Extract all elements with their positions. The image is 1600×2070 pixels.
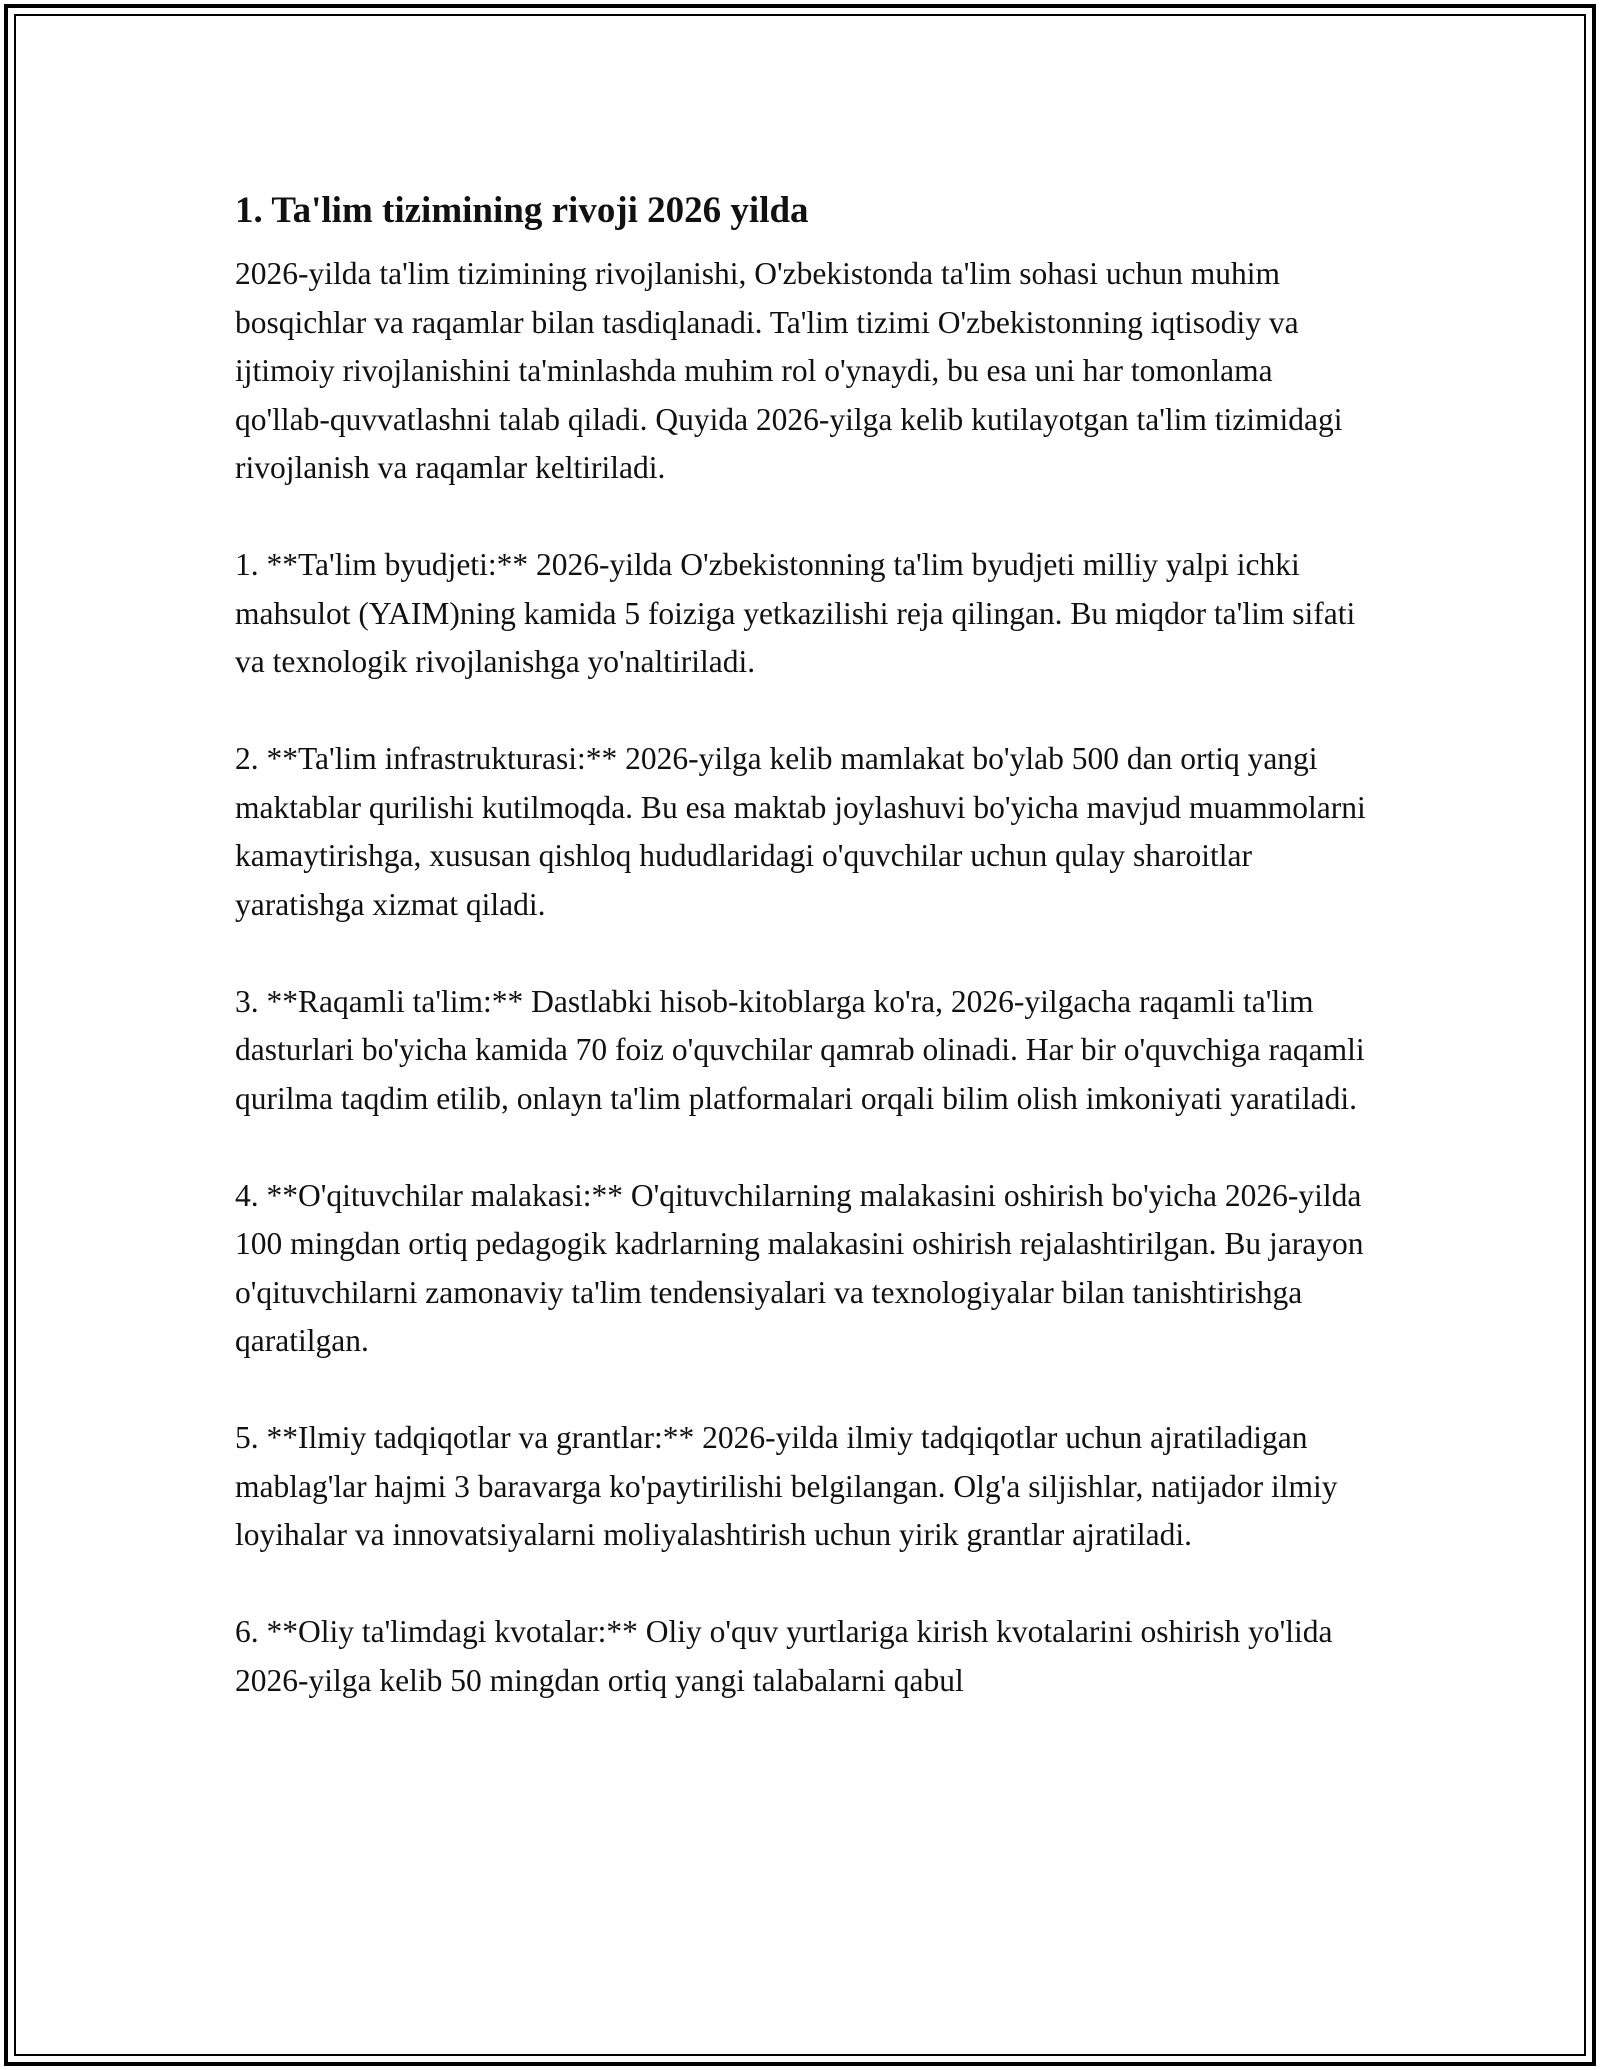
item-higher-education-quotas: 6. **Oliy ta'limdagi kvotalar:** Oliy o'quv yurtlariga kirish kvotalarini oshirish yo'lida 2026-yilga kelib 50 mingdan ortiq yangi talabalarni qabul bbox=[235, 1614, 1333, 1698]
intro-paragraph: 2026-yilda ta'lim tizimining rivojlanishi, O'zbekistonda ta'lim sohasi uchun muhim bosqichlar va raqamlar bilan tasdiqlanadi. Ta'lim tizimi O'zbekistonning iqtisodiy va ijtimoiy rivojlanishini ta'minlashda muhim rol o'ynaydi, bu esa uni har tomonlama qo'llab-quvvatlashni talab qiladi. Quyida 2026-yilga kelib kutilayotgan ta'lim tizimidagi rivojlanish va raqamlar keltiriladi. bbox=[235, 256, 1343, 485]
item-education-infrastructure: 2. **Ta'lim infrastrukturasi:** 2026-yilga kelib mamlakat bo'ylab 500 dan ortiq yangi maktablar qurilishi kutilmoqda. Bu esa maktab joylashuvi bo'yicha mavjud muammolarni kamaytirishga, xususan qishloq hududlaridagi o'quvchilar uchun qulay sharoitlar yaratishga xizmat qiladi. bbox=[235, 741, 1366, 922]
item-research-grants: 5. **Ilmiy tadqiqotlar va grantlar:** 2026-yilda ilmiy tadqiqotlar uchun ajratiladigan mablag'lar hajmi 3 baravarga ko'paytirilishi belgilangan. Olg'a siljishlar, natijador ilmiy loyihalar va innovatsiyalarni moliyalashtirish uchun yirik grantlar ajratiladi. bbox=[235, 1420, 1338, 1552]
item-education-budget: 1. **Ta'lim byudjeti:** 2026-yilda O'zbekistonning ta'lim byudjeti milliy yalpi ichki mahsulot (YAIM)ning kamida 5 foiziga yetkazilishi reja qilingan. Bu miqdor ta'lim sifati va texnologik rivojlanishga yo'naltiriladi. bbox=[235, 547, 1356, 679]
document-body bbox=[235, 186, 1375, 1754]
item-digital-education: 3. **Raqamli ta'lim:** Dastlabki hisob-kitoblarga ko'ra, 2026-yilgacha raqamli ta'lim dasturlari bo'yicha kamida 70 foiz o'quvchilar qamrab olinadi. Har bir o'quvchiga raqamli qurilma taqdim etilib, onlayn ta'lim platformalari orqali bilim olish imkoniyati yaratiladi. bbox=[235, 983, 1365, 1116]
document-title: 1. Ta'lim tizimining rivoji 2026 yilda bbox=[235, 190, 809, 231]
item-teacher-qualification: 4. **O'qituvchilar malakasi:** O'qituvchilarning malakasini oshirish bo'yicha 2026-yilda 100 mingdan ortiq pedagogik kadrlarning malakasini oshirish rejalashtirilgan. Bu jarayon o'qituvchilarni zamonaviy ta'lim tendensiyalari va texnologiyalar bilan tanishtirishga qaratilgan. bbox=[235, 1177, 1364, 1358]
